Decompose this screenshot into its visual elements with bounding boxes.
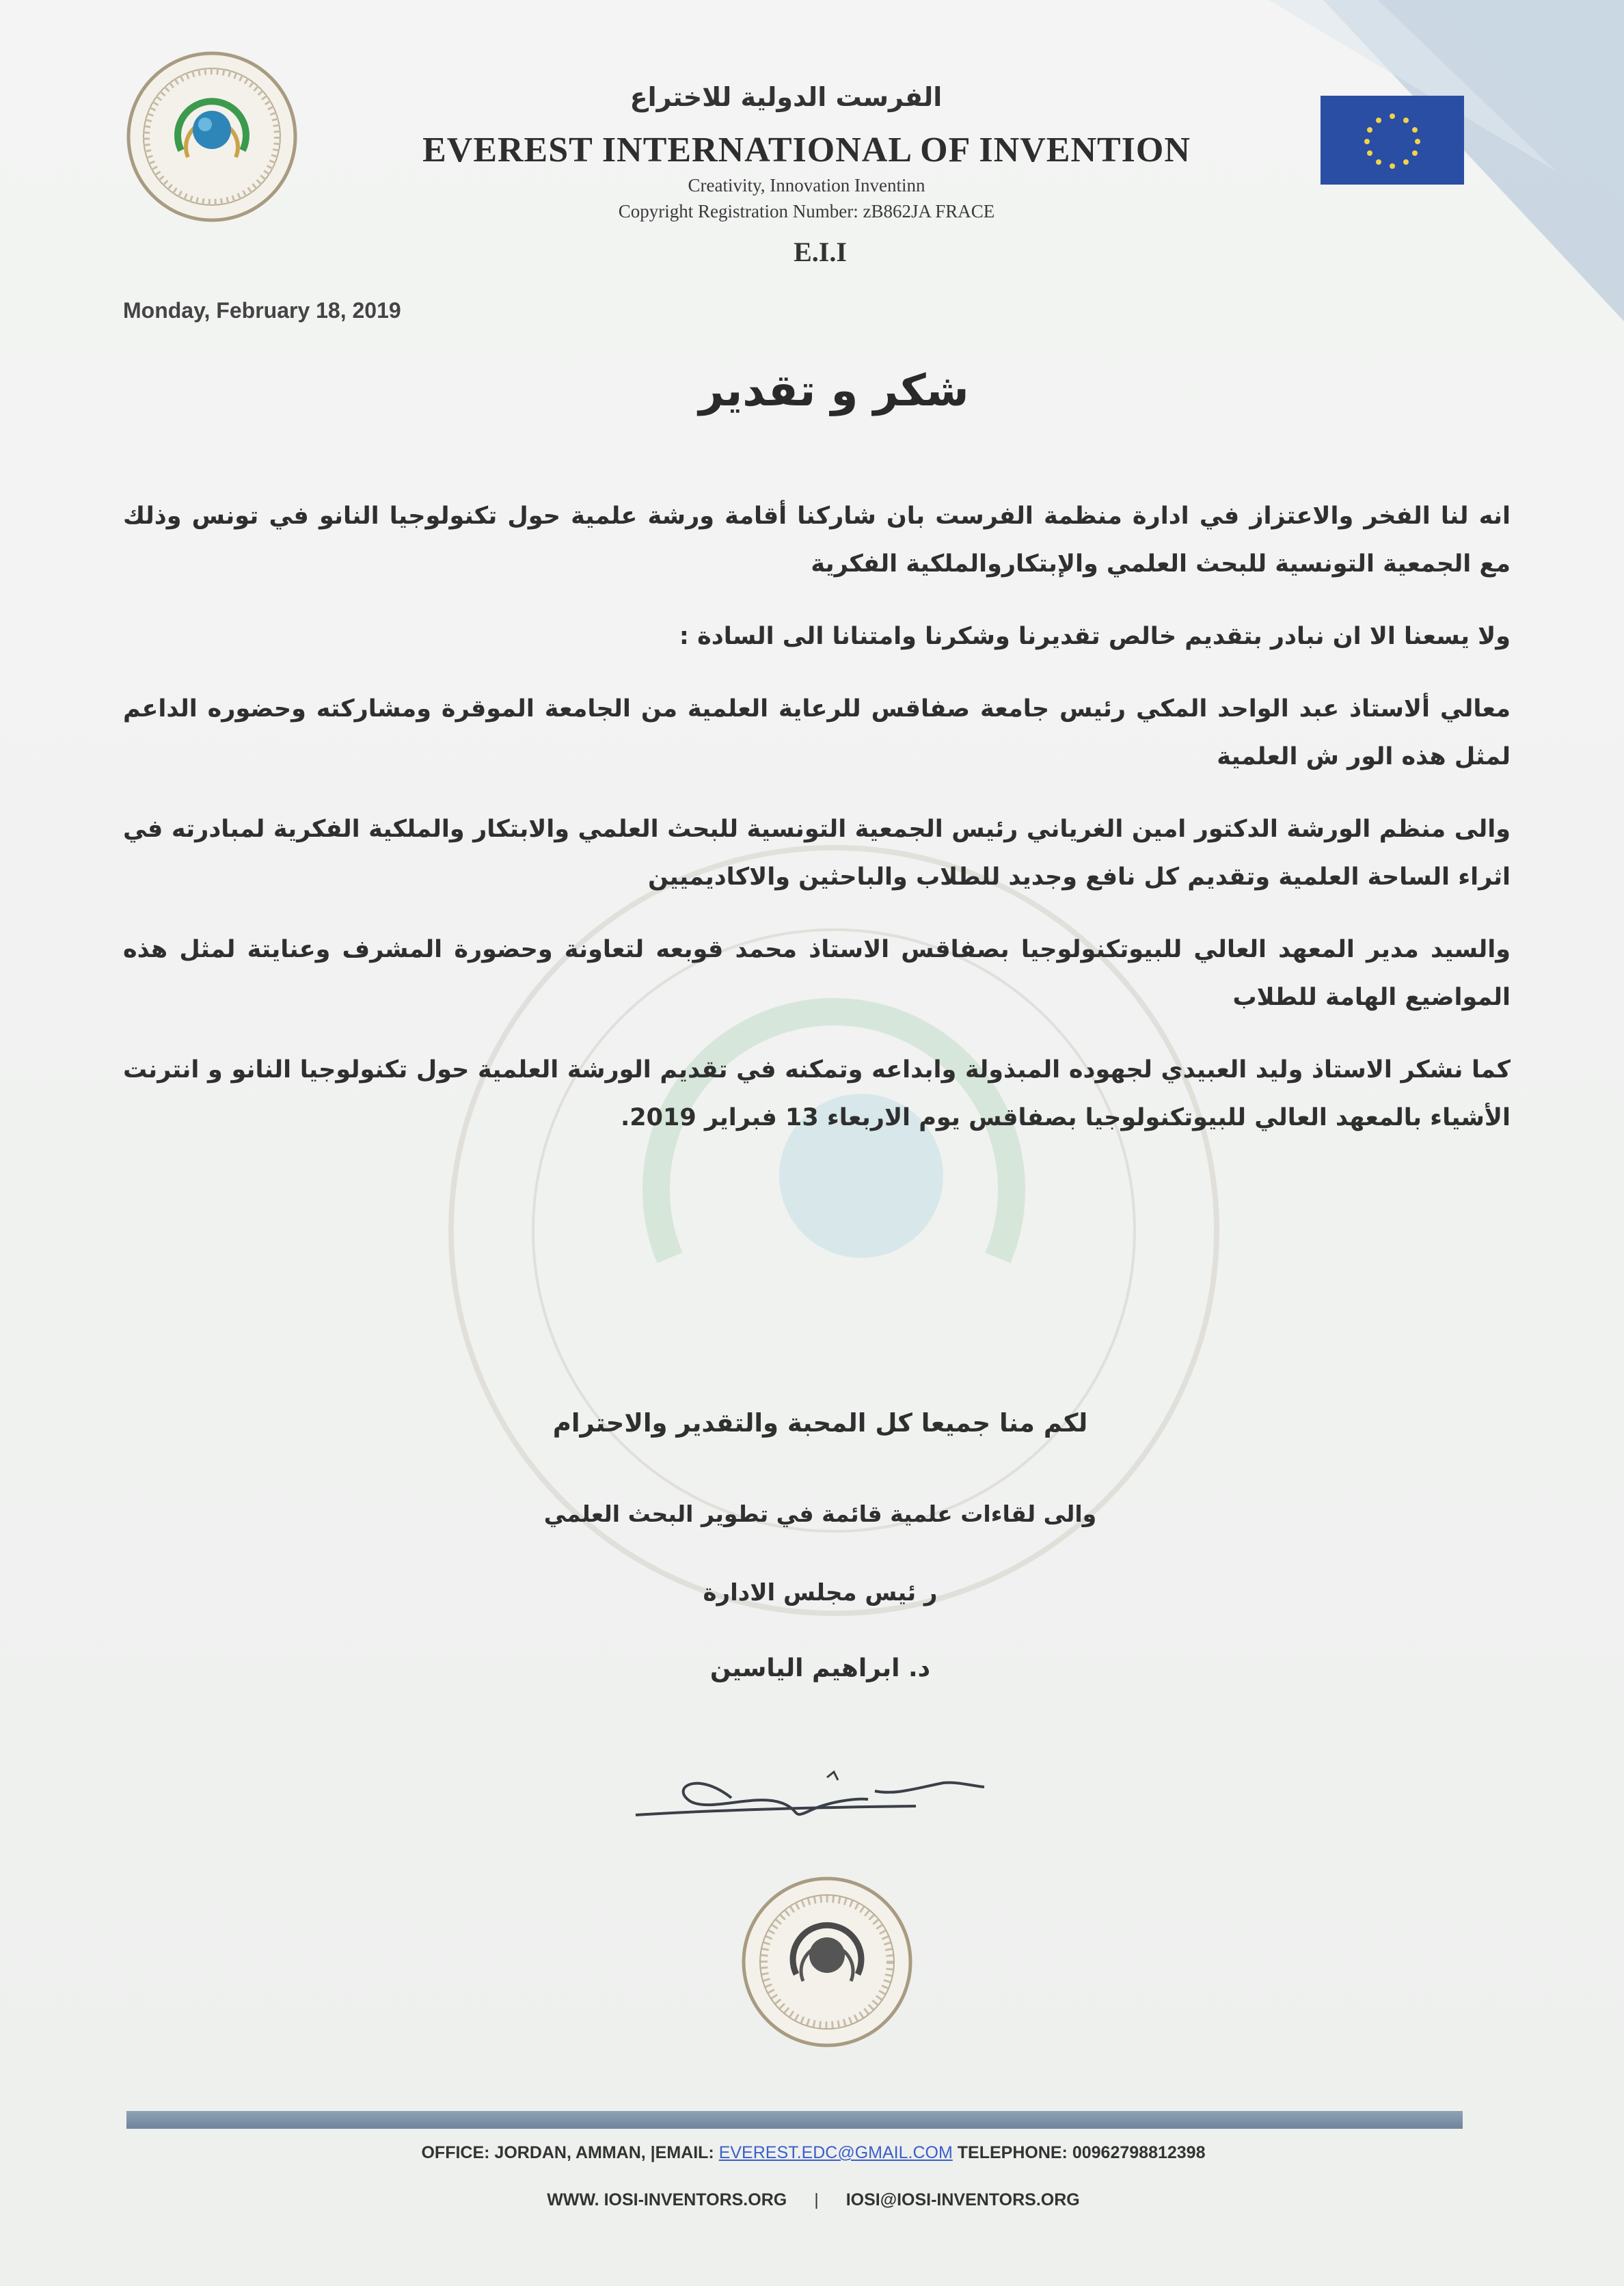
closing-wish: والى لقاءات علمية قائمة في تطوير البحث العلمي: [543, 1501, 1097, 1527]
footer-separator: |: [814, 2190, 819, 2209]
footer-email-link[interactable]: EVEREST.EDC@GMAIL.COM: [718, 2143, 953, 2162]
paragraph-director: والسيد مدير المعهد العالي للبيوتكنولوجيا بصفاقس الاستاذ محمد قوبعه لتعاونة وحضورة المشرف وعنايتة لمثل هذه المواضيع الهامة للطلاب: [123, 936, 1511, 1011]
signatory-position: ر ئيس مجلس الادارة: [703, 1579, 938, 1606]
footer-office: OFFICE: JORDAN, AMMAN, |EMAIL:: [421, 2143, 714, 2162]
paragraph-intro: انه لنا الفخر والاعتزاز في ادارة منظمة الفرست بان شاركنا أقامة ورشة علمية حول تكنولوجيا النانو في تونس وذلك مع الجمعية التونسية للبحث العلمي والإبتكاروالملكية الفكرية: [123, 502, 1511, 578]
footer-website-link[interactable]: WWW. IOSI-INVENTORS.ORG: [547, 2190, 787, 2209]
paragraph-organizer: والى منظم الورشة الدكتور امين الغرياني رئيس الجمعية التونسية للبحث العلمي والابتكار والملكية الفكرية لمبادرته في اثراء الساحة العلمية وتقديم كل نافع وجديد للطلاب والباحثين والاكاديميين: [123, 816, 1511, 891]
organization-logo: [109, 48, 314, 226]
footer-bar: [126, 2111, 1463, 2129]
signatory-name: د. ابراهيم الياسين: [709, 1654, 931, 1682]
closing-greeting: لكم منا جميعا كل المحبة والتقدير والاحترام: [552, 1408, 1088, 1438]
letter-body: [123, 492, 1511, 1166]
header-title-english: EVEREST INTERNATIONAL OF INVENTION: [422, 131, 1191, 170]
header-registration: Copyright Registration Number: zB862JA FRACE: [618, 201, 995, 221]
paragraph-president: معالي ألاستاذ عبد الواحد المكي رئيس جامعة صفاقس للرعاية العلمية من الجامعة الموقرة ومشاركته وحضوره الداعم لمثل هذه الور ش العلمية: [123, 695, 1511, 770]
paragraph-gratitude: ولا يسعنا الا ان نبادر بتقديم خالص تقديرنا وشكرنا وامتنانا الى السادة :: [679, 623, 1511, 650]
footer-contact-email-link[interactable]: IOSI@IOSI-INVENTORS.ORG: [845, 2190, 1080, 2209]
letter-title: شكر و تقدير: [699, 366, 969, 416]
signature: [629, 1750, 1012, 1832]
header-abbreviation: E.I.I: [794, 237, 847, 267]
paragraph-presenter: كما نشكر الاستاذ وليد العبيدي لجهوده المبذولة وابداعه وتمكنه في تقديم الورشة العلمية حول تكنولوجيا النانو و انترنت الأشياء بالمعهد العالي للبيوتكنولوجيا بصفاقس يوم الاربعاء 13 فبراير 2019.: [123, 1056, 1511, 1131]
header-title-arabic: الفرست الدولية للاختراع: [630, 82, 943, 112]
footer-contact-line: [260, 2143, 1367, 2163]
footer-web-line: [410, 2190, 1217, 2210]
footer-telephone: TELEPHONE: 00962798812398: [957, 2143, 1206, 2162]
header-tagline: Creativity, Innovation Inventinn: [688, 175, 925, 196]
eu-flag-icon: [1321, 96, 1464, 185]
official-stamp: [738, 1873, 916, 2051]
letter-date: Monday, February 18, 2019: [123, 298, 401, 323]
